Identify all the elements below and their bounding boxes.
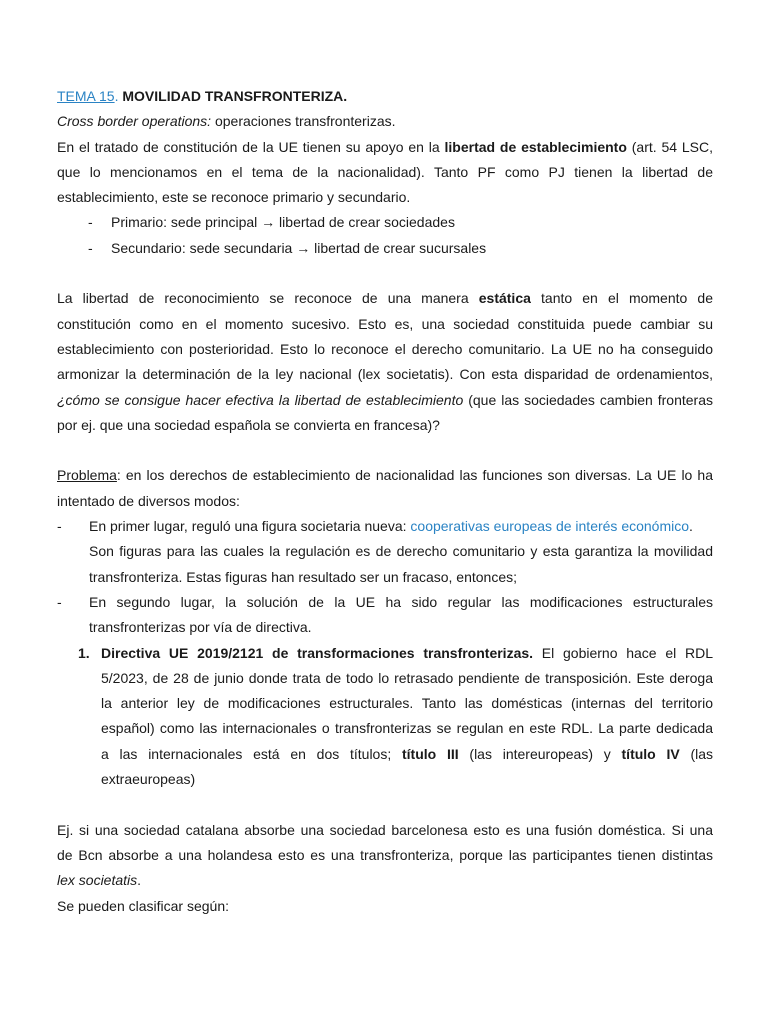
paragraph-line: Ej. si una sociedad catalana absorbe una sociedad barcelonesa esto es una fusión doméstica. Si una — [57, 821, 713, 838]
paragraph-line: intentado de diversos modos: — [57, 492, 240, 509]
list-item-continuation: Son figuras para las cuales la regulación es de derecho comunitario y esta garantiza la movilidad — [89, 543, 713, 560]
tema-link[interactable]: TEMA 15 — [57, 88, 115, 104]
paragraph-line: armonizar la determinación de la ley nacional (lex societatis). Con esta disparidad de ordenamientos, — [57, 366, 713, 383]
paragraph-line: constitución como en el momento sucesivo. Esto es, una sociedad constituida puede cambiar su — [57, 315, 713, 332]
list-item-continuation: transfronterizas por vía de directiva. — [89, 619, 312, 636]
numbered-item-continuation: la anterior ley de modificaciones estructurales. Tanto las domésticas (internas del territorio — [101, 695, 713, 712]
numbered-item-continuation: español) como las internacionales o transfronterizas se regulan en este RDL. La parte dedicada — [101, 720, 713, 737]
problema-label: Problema — [57, 467, 117, 484]
list-item-continuation: transfronteriza. Estas figuras han resultado ser un fracaso, entonces; — [89, 568, 518, 585]
list-item: - En segundo lugar, la solución de la UE ha sido regular las modificaciones estructurales — [57, 593, 713, 610]
list-item: - Secundario: sede secundaria → libertad de crear sucursales — [88, 239, 487, 256]
paragraph-line: por ej. que una sociedad española se convierta en francesa)? — [57, 416, 440, 433]
paragraph-line: La libertad de reconocimiento se reconoce de una manera estática tanto en el momento de — [57, 290, 713, 307]
spacer — [57, 261, 713, 286]
spacer — [57, 792, 713, 817]
paragraph-line: Cross border operations: operaciones transfronterizas. — [57, 113, 396, 130]
document-page — [57, 84, 713, 919]
paragraph-line: establecimiento, este se reconoce primario y secundario. — [57, 189, 411, 206]
list-item: - En primer lugar, reguló una figura societaria nueva: cooperativas europeas de interés económico. — [57, 518, 693, 535]
paragraph-line: Problema: en los derechos de establecimiento de nacionalidad las funciones son diversas. La UE lo ha — [57, 467, 713, 484]
list-item: - Primario: sede principal → libertad de crear sociedades — [88, 214, 455, 231]
numbered-item-continuation: a las internacionales está en dos títulos; título III (las intereuropeas) y título IV (las — [101, 745, 713, 762]
numbered-item: 1. Directiva UE 2019/2121 de transformaciones transfronterizas. El gobierno hace el RDL — [78, 644, 713, 661]
paragraph-line: lex societatis. — [57, 872, 142, 889]
paragraph-line: En el tratado de constitución de la UE tienen su apoyo en la libertad de establecimiento (art. 54 LSC, — [57, 138, 713, 155]
paragraph-line: establecimiento con posterioridad. Esto lo reconoce el derecho comunitario. La UE no ha conseguido — [57, 340, 713, 357]
numbered-item-continuation: extraeuropeas) — [101, 771, 196, 788]
paragraph-line: que lo mencionamos en el tema de la nacionalidad). Tanto PF como PJ tienen la libertad de — [57, 163, 713, 180]
page-title: TEMA 15. MOVILIDAD TRANSFRONTERIZA. — [57, 88, 348, 104]
paragraph-line: de Bcn absorbe a una holandesa esto es una transfronteriza, porque las participantes tienen distintas — [57, 846, 713, 863]
spacer — [57, 438, 713, 463]
numbered-item-continuation: 5/2023, de 28 de junio donde trata de todo lo retrasado pendiente de transposición. Este deroga — [101, 669, 713, 686]
paragraph-line: ¿cómo se consigue hacer efectiva la libertad de establecimiento (que las sociedades cambien fronteras — [57, 391, 713, 408]
paragraph-line: Se pueden clasificar según: — [57, 897, 229, 914]
cooperativas-link[interactable]: cooperativas europeas de interés económico — [410, 518, 690, 535]
title-text: MOVILIDAD TRANSFRONTERIZA. — [122, 88, 348, 104]
